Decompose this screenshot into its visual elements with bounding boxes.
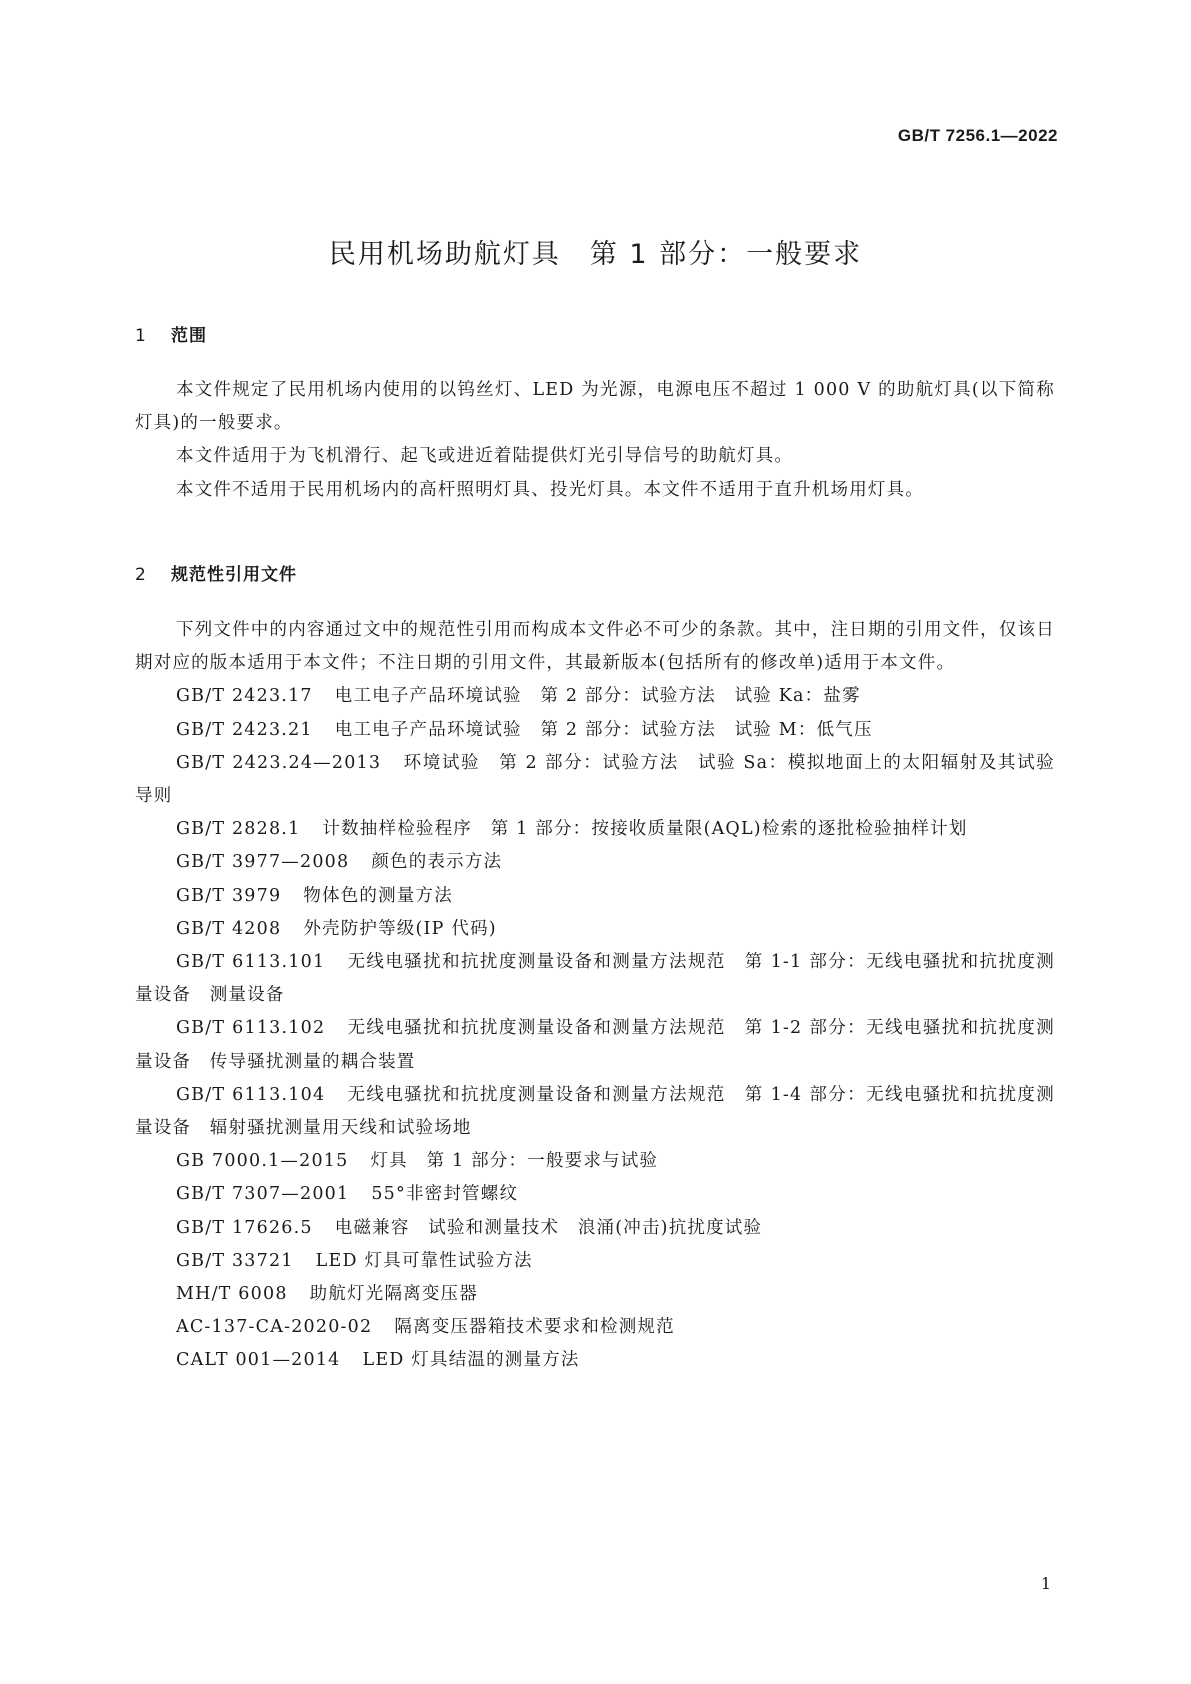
scope-paragraph-2: 本文件适用于为飞机滑行、起飞或进近着陆提供灯光引导信号的助航灯具。: [176, 446, 794, 467]
reference-item: [135, 1145, 1055, 1178]
reference-code: GB/T 6113.101: [176, 952, 326, 973]
reference-item: [135, 1278, 1055, 1311]
standard-code: GB/T 7256.1—2022: [897, 126, 1058, 145]
reference-code: GB/T 4208: [176, 918, 282, 939]
reference-item: [135, 1245, 1055, 1278]
reference-item: [135, 1344, 1055, 1377]
reference-code: AC-137-CA-2020-02: [176, 1317, 373, 1338]
section-1-title: 范围: [171, 326, 207, 346]
reference-code: GB/T 2828.1: [176, 819, 301, 840]
reference-title: 灯具 第 1 部分：一般要求与试验: [370, 1151, 659, 1172]
reference-item: [135, 1178, 1055, 1211]
reference-code: GB/T 6113.104: [176, 1084, 326, 1105]
section-1-body: [135, 374, 1055, 507]
reference-title: 外壳防护等级(IP 代码): [303, 918, 497, 939]
reference-code: GB/T 17626.5: [176, 1217, 313, 1238]
section-2-title: 规范性引用文件: [171, 565, 297, 585]
reference-title: LED 灯具结温的测量方法: [362, 1350, 580, 1371]
reference-code: GB/T 33721: [176, 1250, 294, 1271]
reference-title: 无线电骚扰和抗扰度测量设备和测量方法规范 第 1-2 部分：无线电骚扰和抗扰度测量设备 传导骚扰测量的耦合装置: [135, 1018, 1055, 1072]
scope-paragraph-3: 本文件不适用于民用机场内的高杆照明灯具、投光灯具。本文件不适用于直升机场用灯具。: [176, 479, 924, 500]
reference-code: GB/T 2423.24—2013: [176, 752, 382, 773]
reference-title: 无线电骚扰和抗扰度测量设备和测量方法规范 第 1-4 部分：无线电骚扰和抗扰度测量设备 辐射骚扰测量用天线和试验场地: [135, 1084, 1055, 1139]
reference-title: 物体色的测量方法: [303, 885, 453, 906]
reference-title: 计数抽样检验程序 第 1 部分：按接收质量限(AQL)检索的逐批检验抽样计划: [322, 819, 968, 840]
reference-item: [135, 714, 1055, 747]
reference-title: 电工电子产品环境试验 第 2 部分：试验方法 试验 M：低气压: [334, 719, 873, 740]
page-number: 1: [1040, 1574, 1051, 1593]
reference-title: 无线电骚扰和抗扰度测量设备和测量方法规范 第 1-1 部分：无线电骚扰和抗扰度测量设备 测量设备: [135, 952, 1055, 1006]
reference-item: [135, 1311, 1055, 1344]
reference-code: GB/T 6113.102: [176, 1018, 326, 1039]
reference-code: GB/T 3979: [176, 885, 282, 906]
reference-title: 隔离变压器箱技术要求和检测规范: [394, 1317, 675, 1338]
section-1-heading: [135, 321, 207, 346]
reference-code: MH/T 6008: [176, 1284, 288, 1305]
references-intro: 下列文件中的内容通过文中的规范性引用而构成本文件必不可少的条款。其中，注日期的引用文件，仅该日期对应的版本适用于本文件；不注日期的引用文件，其最新版本(包括所有的修改单)适用于本文件。: [135, 620, 1055, 674]
reference-code: GB/T 7307—2001: [176, 1184, 350, 1205]
reference-item: [135, 880, 1055, 913]
section-2-heading: [135, 560, 297, 585]
reference-title: 助航灯光隔离变压器: [309, 1284, 478, 1305]
reference-item: [135, 1079, 1055, 1145]
reference-code: GB/T 2423.21: [176, 719, 313, 740]
reference-title: 颜色的表示方法: [371, 852, 503, 873]
reference-item: [135, 946, 1055, 1012]
reference-code: GB 7000.1—2015: [176, 1151, 349, 1172]
reference-title: LED 灯具可靠性试验方法: [315, 1250, 533, 1271]
reference-title: 电工电子产品环境试验 第 2 部分：试验方法 试验 Ka：盐雾: [334, 686, 861, 707]
reference-item: [135, 846, 1055, 879]
reference-item: [135, 1212, 1055, 1245]
reference-item: [135, 813, 1055, 846]
reference-item: [135, 680, 1055, 713]
reference-item: [135, 1012, 1055, 1078]
section-1-number: 1: [135, 326, 147, 346]
section-2-number: 2: [135, 565, 147, 585]
reference-title: 环境试验 第 2 部分：试验方法 试验 Sa：模拟地面上的太阳辐射及其试验导则: [135, 752, 1055, 807]
document-title: 民用机场助航灯具 第 1 部分：一般要求: [328, 239, 863, 270]
reference-item: [135, 913, 1055, 946]
reference-item: [135, 747, 1055, 813]
section-2-body: [135, 614, 1055, 1378]
reference-title: 55°非密封管螺纹: [371, 1184, 519, 1205]
reference-code: CALT 001—2014: [176, 1350, 341, 1371]
reference-title: 电磁兼容 试验和测量技术 浪涌(冲击)抗扰度试验: [334, 1217, 763, 1238]
reference-code: GB/T 3977—2008: [176, 852, 350, 873]
scope-paragraph-1: 本文件规定了民用机场内使用的以钨丝灯、LED 为光源，电源电压不超过 1 000 V 的助航灯具(以下简称灯具)的一般要求。: [135, 380, 1055, 434]
reference-code: GB/T 2423.17: [176, 686, 313, 707]
